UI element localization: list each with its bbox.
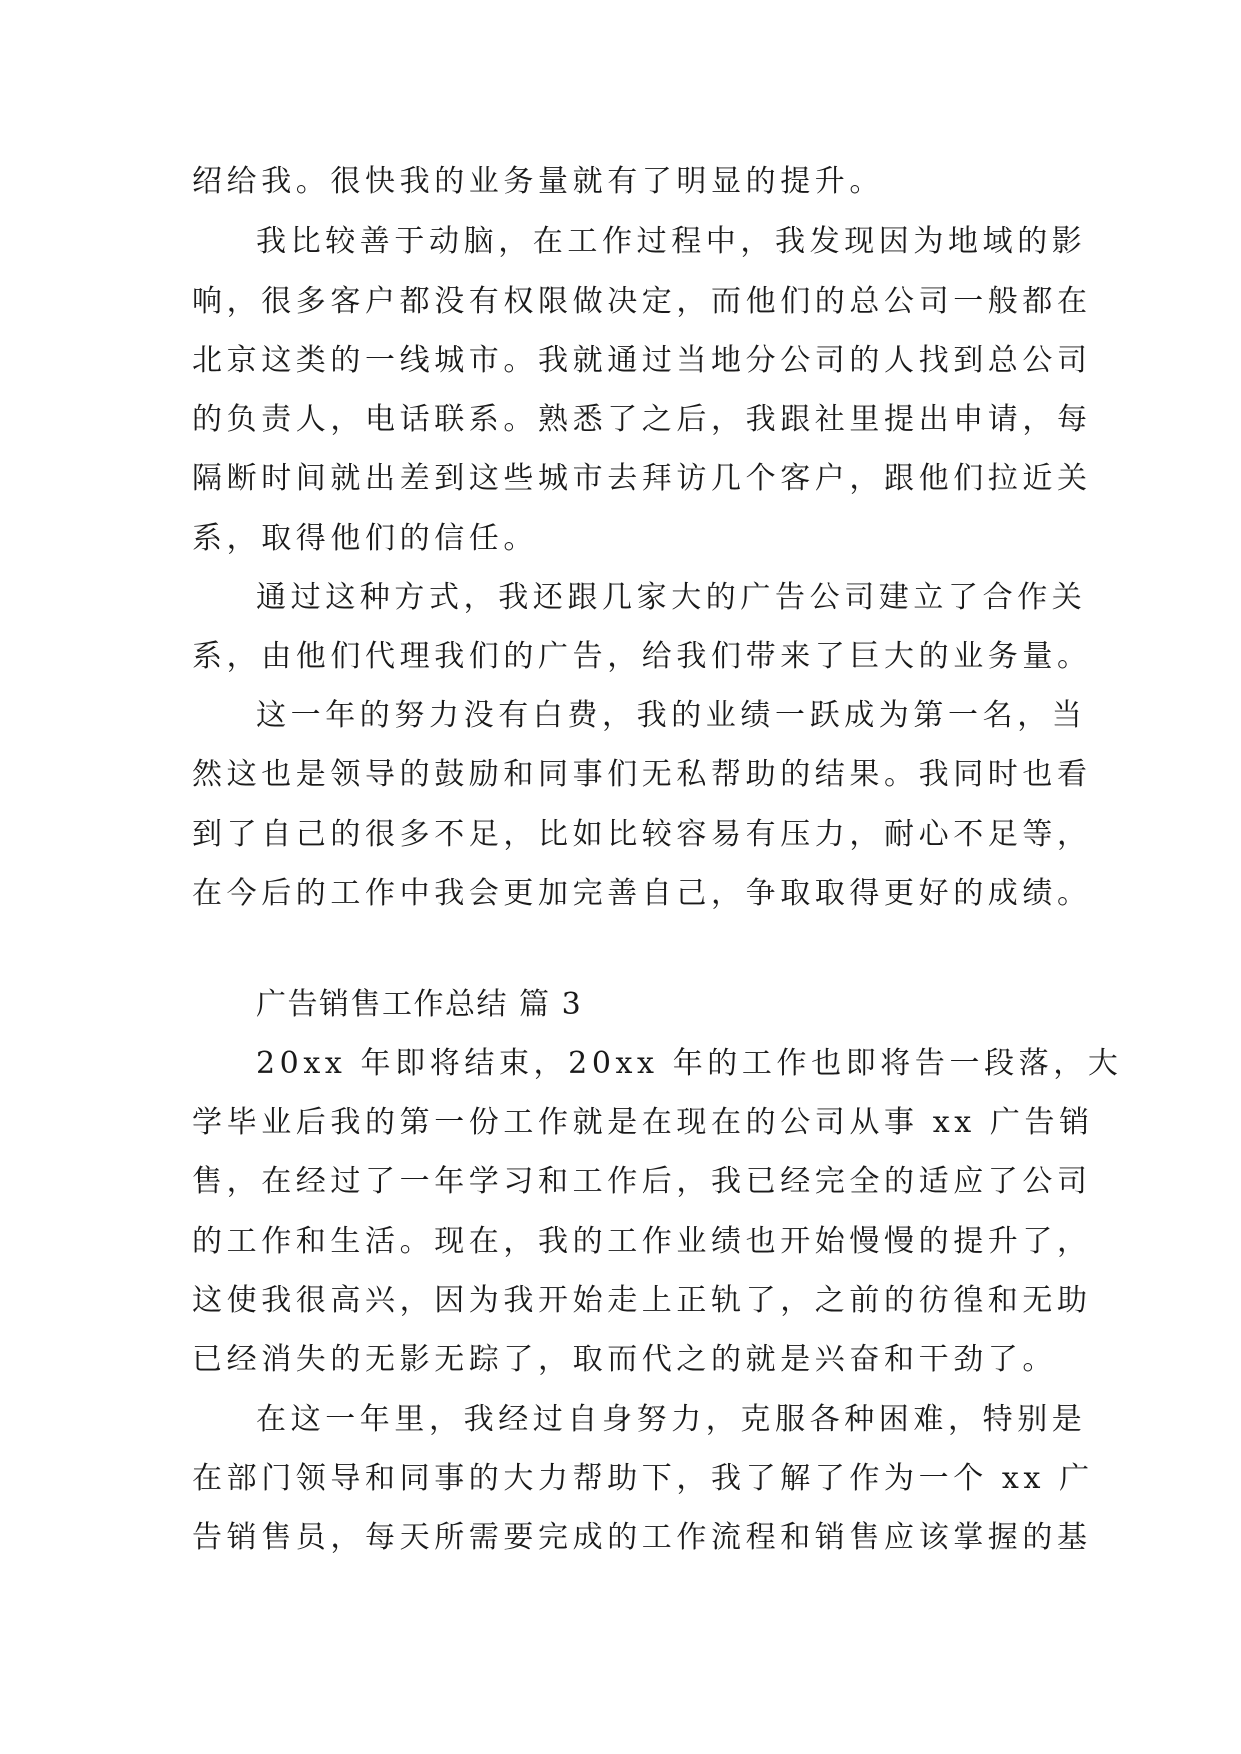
text-line: 已经消失的无影无踪了，取而代之的就是兴奋和干劲了。 <box>192 1342 1057 1377</box>
text-line: 然这也是领导的鼓励和同事们无私帮助的结果。我同时也看 <box>192 757 1092 792</box>
text-line: 告销售员，每天所需要完成的工作流程和销售应该掌握的基 <box>192 1520 1092 1555</box>
paragraph-first-line: 20xx 年即将结束，20xx 年的工作也即将告一段落，大 <box>256 1046 1123 1081</box>
text-line: 响，很多客户都没有权限做决定，而他们的总公司一般都在 <box>192 284 1092 319</box>
text-line: 学毕业后我的第一份工作就是在现在的公司从事 xx 广告销 <box>192 1105 1094 1140</box>
paragraph-first-line: 我比较善于动脑，在工作过程中，我发现因为地域的影 <box>256 224 1087 259</box>
section-heading: 广告销售工作总结 篇 3 <box>256 987 583 1022</box>
text-line: 在今后的工作中我会更加完善自己，争取取得更好的成绩。 <box>192 876 1092 911</box>
text-line: 隔断时间就出差到这些城市去拜访几个客户，跟他们拉近关 <box>192 461 1092 496</box>
paragraph-first-line: 在这一年里，我经过自身努力，克服各种困难，特别是 <box>256 1402 1087 1437</box>
text-line: 的工作和生活。现在，我的工作业绩也开始慢慢的提升了， <box>192 1224 1092 1259</box>
text-line: 到了自己的很多不足，比如比较容易有压力，耐心不足等， <box>192 817 1092 852</box>
text-line: 系，取得他们的信任。 <box>192 521 538 556</box>
text-line: 绍给我。很快我的业务量就有了明显的提升。 <box>192 164 884 199</box>
text-line: 售，在经过了一年学习和工作后，我已经完全的适应了公司 <box>192 1164 1092 1199</box>
paragraph-first-line: 这一年的努力没有白费，我的业绩一跃成为第一名，当 <box>256 698 1087 733</box>
text-line: 在部门领导和同事的大力帮助下，我了解了作为一个 xx 广 <box>192 1461 1094 1496</box>
paragraph-first-line: 通过这种方式，我还跟几家大的广告公司建立了合作关 <box>256 580 1087 615</box>
text-line: 的负责人，电话联系。熟悉了之后，我跟社里提出申请，每 <box>192 402 1092 437</box>
text-line: 北京这类的一线城市。我就通过当地分公司的人找到总公司 <box>192 343 1092 378</box>
text-line: 系，由他们代理我们的广告，给我们带来了巨大的业务量。 <box>192 639 1092 674</box>
text-line: 这使我很高兴，因为我开始走上正轨了，之前的彷徨和无助 <box>192 1283 1092 1318</box>
